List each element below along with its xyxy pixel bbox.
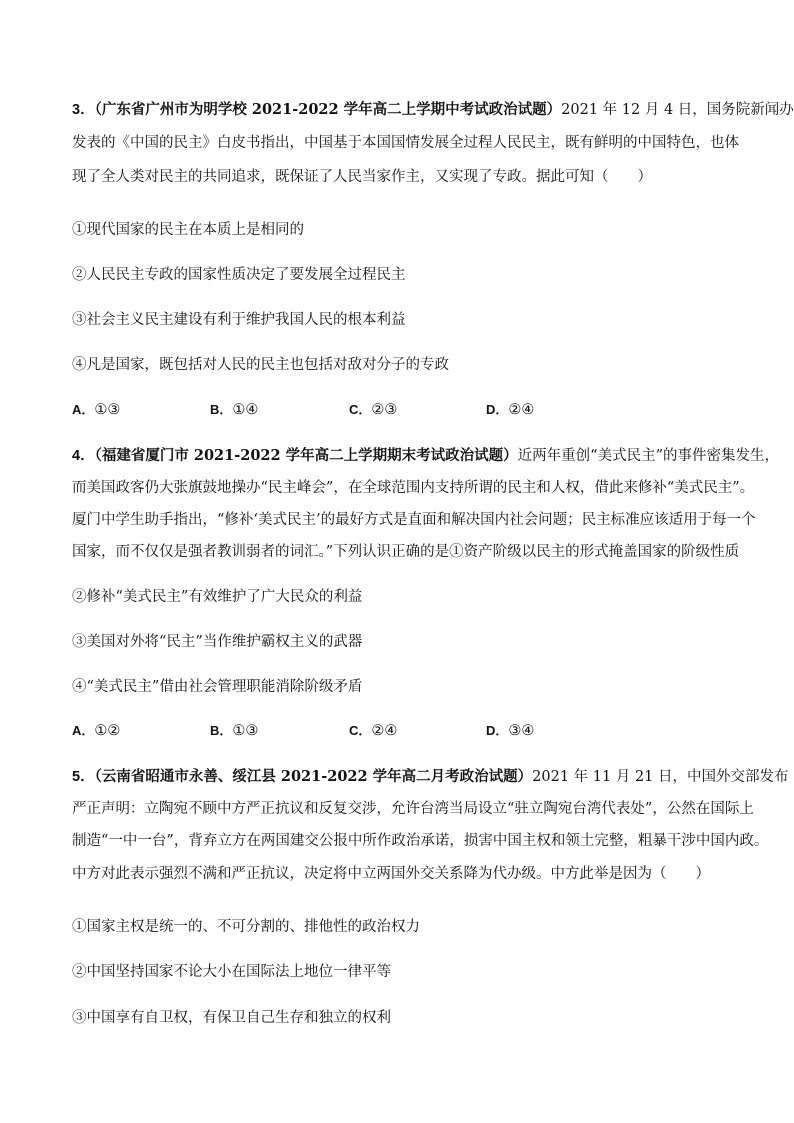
question-stem: 2021 年 12 月 4 日，国务院新闻办 — [561, 102, 794, 118]
question-number: 4． — [72, 448, 95, 464]
question-source: （广东省广州市为明学校 2021-2022 学年高二上学期中考试政治试题） — [94, 101, 562, 118]
statement: ①国家主权是统一的、不可分割的、排他性的政治权力 — [72, 919, 420, 935]
question-stem: 制造“一中一台”，背弃立方在两国建交公报中所作政治承诺，损害中国主权和领土完整，粗暴干涉中国内政。 — [72, 833, 769, 849]
statement: ②中国坚持国家不论大小在国际法上地位一律平等 — [72, 964, 391, 980]
question-source: （福建省厦门市 2021-2022 学年高二上学期期末考试政治试题） — [94, 447, 518, 464]
question-stem: 厦门中学生助手指出，“修补‘美式民主’的最好方式是直面和解决国内社会问题；民主标准应该适用于每一个 — [72, 512, 756, 528]
statement: ③社会主义民主建设有利于维护我国人民的根本利益 — [72, 312, 406, 328]
statement: ③中国享有自卫权，有保卫自己生存和独立的权利 — [72, 1010, 391, 1026]
statement: ①现代国家的民主在本质上是相同的 — [72, 222, 304, 238]
question-stem: 2021 年 11 月 21 日，中国外交部发布 — [532, 769, 789, 785]
question-stem: 现了全人类对民主的共同追求，既保证了人民当家作主，又实现了专政。据此可知（ ） — [72, 169, 652, 185]
statement: ③美国对外将“民主”当作维护霸权主义的武器 — [72, 634, 363, 650]
options-row — [72, 400, 732, 420]
question-4-line-1 — [72, 446, 779, 466]
option-a[interactable]: A．①③ — [72, 402, 121, 418]
question-stem: 中方对此表示强烈不满和严正抗议，决定将中立两国外交关系降为代办级。中方此举是因为（ ） — [72, 866, 710, 882]
question-3-line-1 — [72, 100, 794, 120]
question-source: （云南省昭通市永善、绥江县 2021-2022 学年高二月考政治试题） — [94, 768, 533, 785]
statement: ②人民民主专政的国家性质决定了要发展全过程民主 — [72, 267, 406, 283]
option-d[interactable]: D．③④ — [486, 723, 535, 739]
question-5-line-1 — [72, 767, 789, 787]
question-number: 5． — [72, 769, 95, 785]
options-row — [72, 721, 732, 741]
option-c[interactable]: C．②④ — [349, 723, 398, 739]
option-b[interactable]: B．①④ — [210, 402, 259, 418]
option-b[interactable]: B．①③ — [210, 723, 259, 739]
statement: ④凡是国家，既包括对人民的民主也包括对敌对分子的专政 — [72, 357, 449, 373]
question-stem: 国家，而不仅仅是强者教训弱者的词汇。”下列认识正确的是①资产阶级以民主的形式掩盖国家的阶级性质 — [72, 544, 740, 560]
question-stem: 近两年重创“美式民主”的事件密集发生， — [517, 448, 779, 464]
question-number: 3． — [72, 102, 95, 118]
question-stem: 而美国政客仍大张旗鼓地操办“民主峰会”，在全球范围内支持所谓的民主和人权，借此来修补“美式民主”。 — [72, 480, 755, 496]
statement: ④“美式民主”借由社会管理职能消除阶级矛盾 — [72, 679, 363, 695]
option-d[interactable]: D．②④ — [486, 402, 535, 418]
option-c[interactable]: C．②③ — [349, 402, 398, 418]
option-a[interactable]: A．①② — [72, 723, 121, 739]
question-stem: 发表的《中国的民主》白皮书指出，中国基于本国国情发展全过程人民民主，既有鲜明的中国特色，也体 — [72, 135, 739, 151]
question-stem: 严正声明：立陶宛不顾中方严正抗议和反复交涉，允许台湾当局设立“驻立陶宛台湾代表处”，公然在国际上 — [72, 801, 754, 817]
statement: ②修补“美式民主”有效维护了广大民众的利益 — [72, 589, 363, 605]
